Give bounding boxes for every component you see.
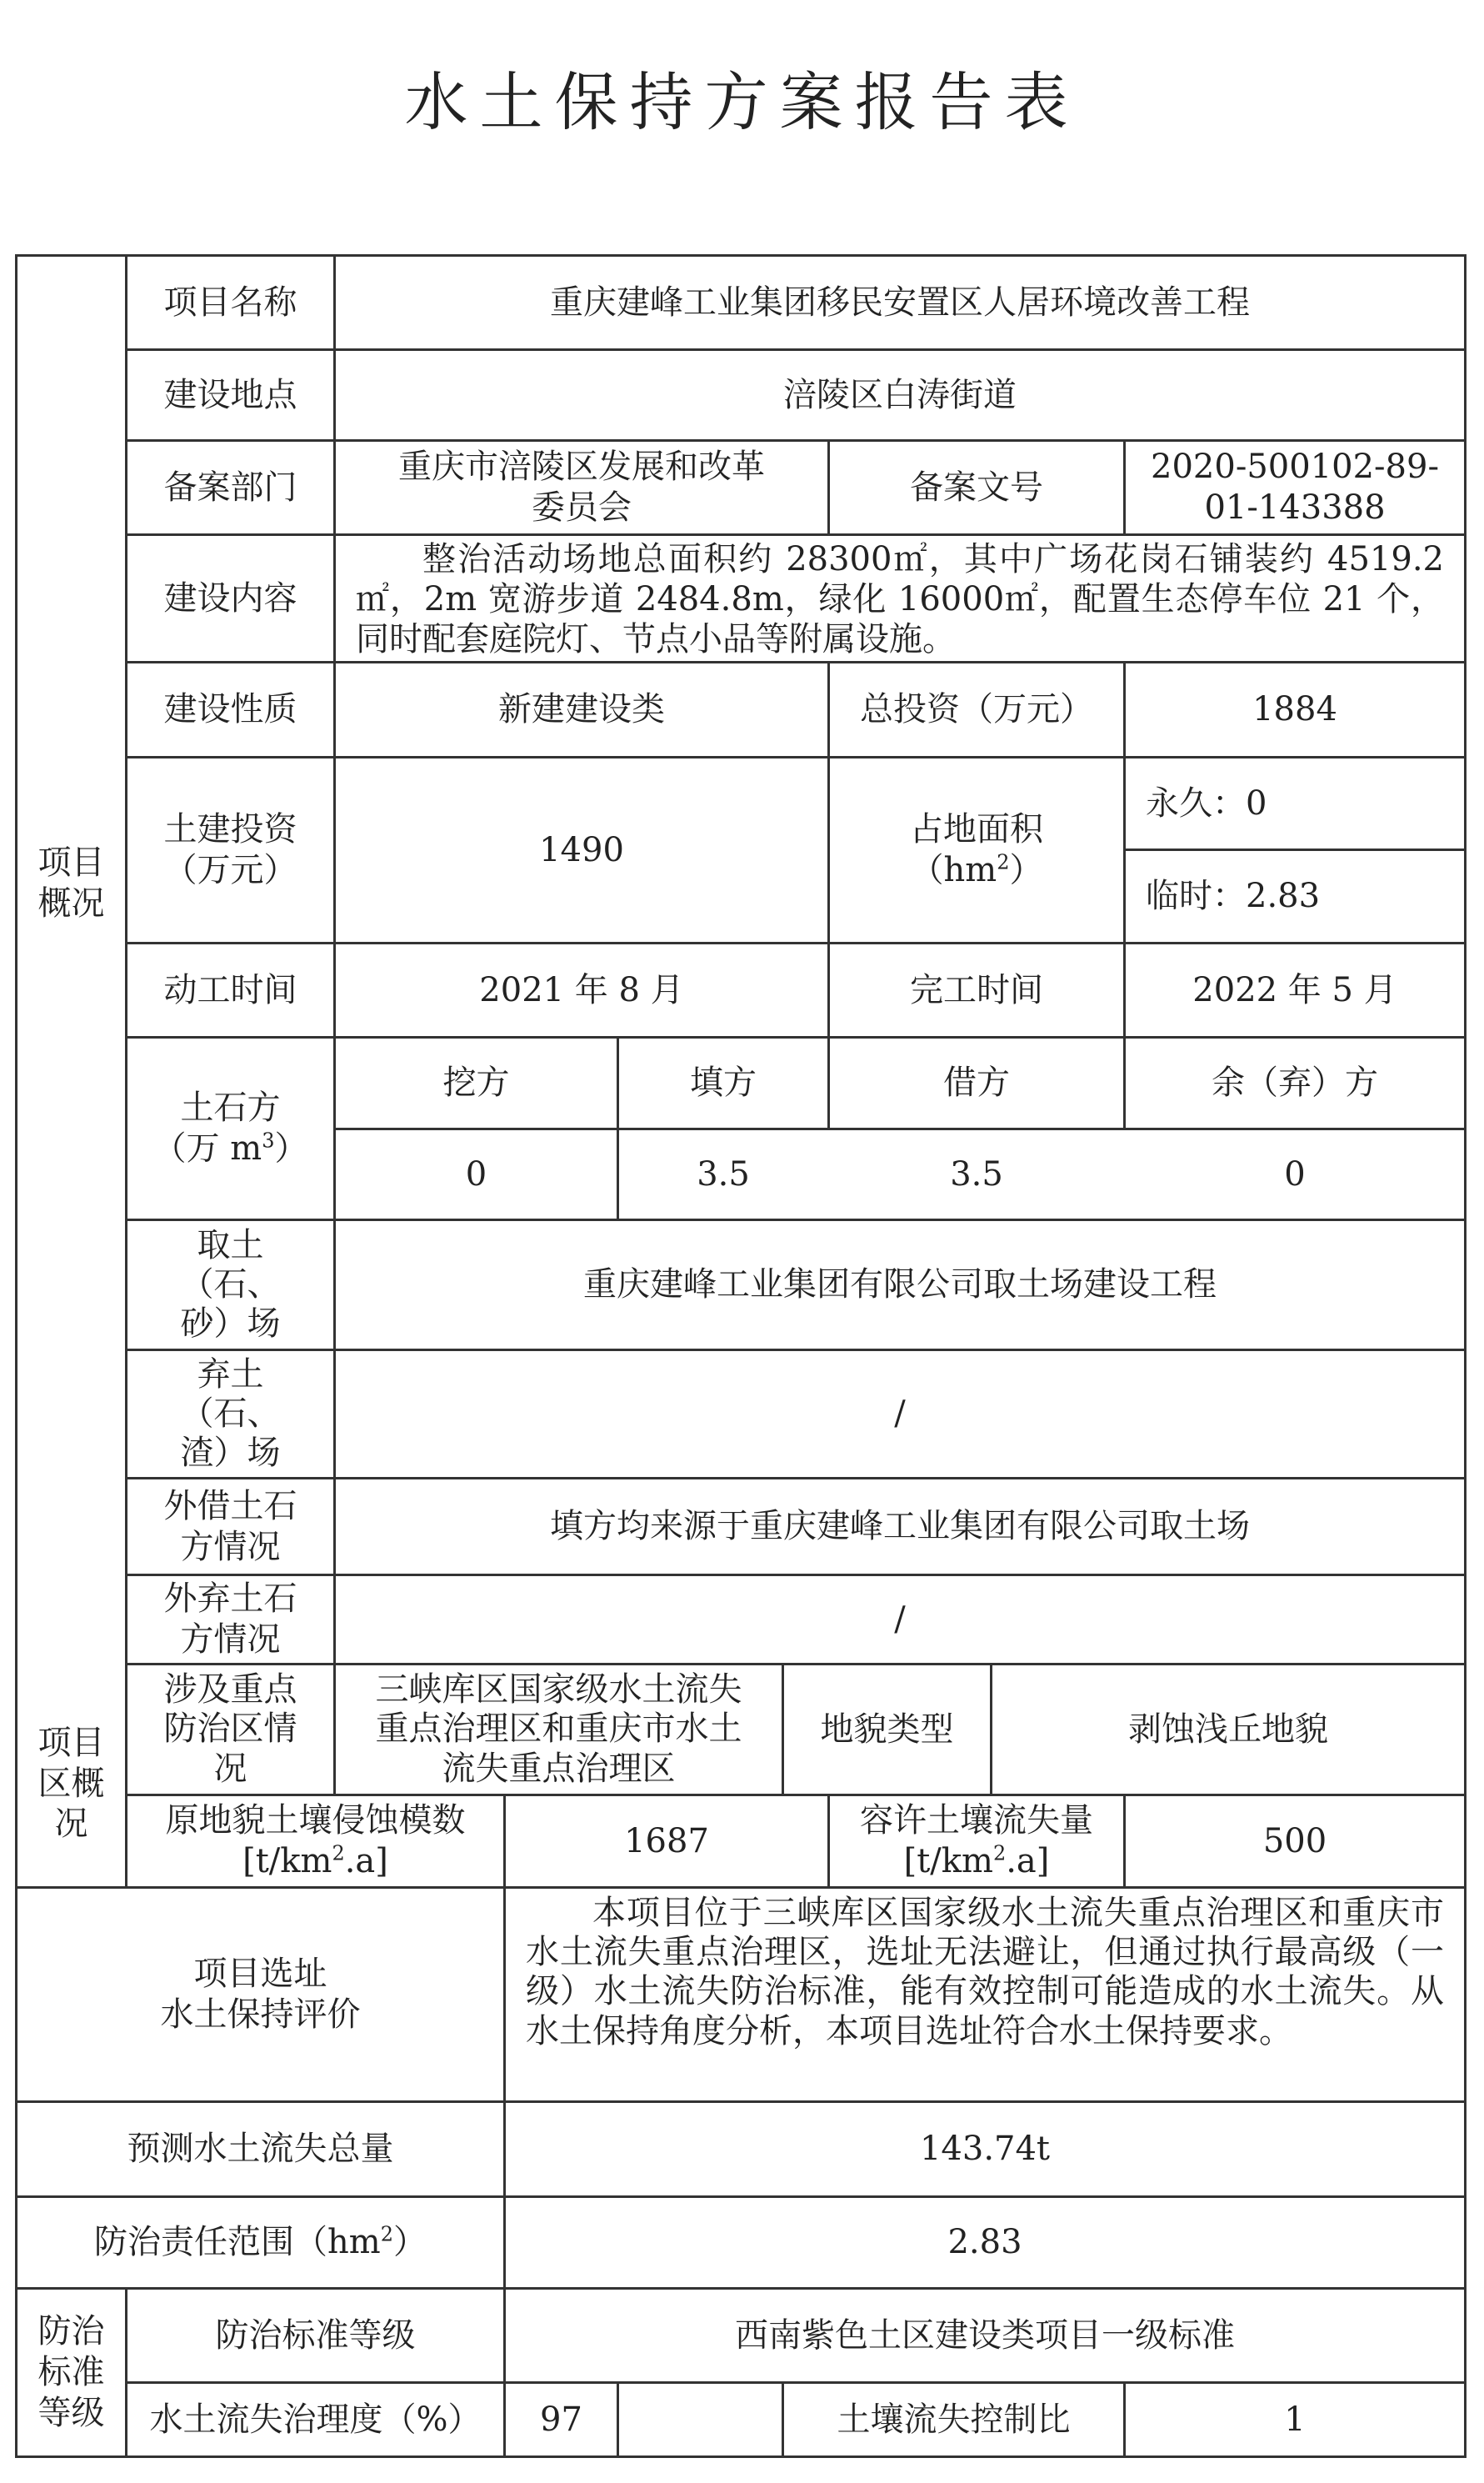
earthwork-value-spoil: 0 <box>1284 1154 1306 1194</box>
earthwork-header-fill: 填方 <box>690 1064 757 1103</box>
earthwork-value-borrow: 3.5 <box>950 1154 1003 1194</box>
earthwork-value-fill: 3.5 <box>697 1154 750 1194</box>
section-label-standard: 防治 标准 等级 <box>37 2312 105 2432</box>
spoil-site-value: / <box>894 1394 906 1434</box>
earthwork-header-borrow: 借方 <box>943 1064 1010 1103</box>
control-degree-label: 水土流失治理度（%） <box>149 2400 482 2439</box>
earthwork-header-cut: 挖方 <box>442 1064 510 1103</box>
table-border-bottom <box>15 2455 1467 2458</box>
evaluation-label: 项目选址 水土保持评价 <box>160 1955 361 2034</box>
erosion-label: 原地貌土壤侵蚀模数 $[t/km^2.a]$ <box>165 1801 466 1880</box>
nature-label: 建设性质 <box>163 690 297 729</box>
civil-invest-label: 土建投资 （万元） <box>163 810 297 889</box>
total-invest-label: 总投资（万元） <box>860 690 1093 729</box>
spoil-site-label: 弃土 （石、 渣）场 <box>180 1354 281 1473</box>
total-invest-value: 1884 <box>1252 690 1337 729</box>
earthwork-label: 土石方 （万 $m^3$） <box>152 1089 308 1168</box>
tolerance-label: 容许土壤流失量 $[t/km^2.a]$ <box>860 1801 1093 1880</box>
prediction-label: 预测水土流失总量 <box>127 2130 394 2169</box>
col-line <box>617 2381 619 2458</box>
prediction-value: 143.74t <box>919 2130 1051 2169</box>
external-borrow-label: 外借土石 方情况 <box>163 1486 297 1566</box>
record-no-label: 备案文号 <box>910 468 1043 507</box>
project-name-value: 重庆建峰工业集团移民安置区人居环境改善工程 <box>550 283 1250 322</box>
start-value: 2021 年 8 月 <box>479 970 684 1009</box>
landform-label: 地貌类型 <box>820 1710 954 1749</box>
external-spoil-value: / <box>894 1599 906 1639</box>
borrow-site-label: 取土 （石、 砂）场 <box>180 1225 281 1344</box>
erosion-value: 1687 <box>624 1821 709 1860</box>
nature-value: 新建建设类 <box>498 690 665 729</box>
end-value: 2022 年 5 月 <box>1192 970 1397 1009</box>
responsibility-value: 2.83 <box>947 2223 1022 2262</box>
temporary-area-value: 临时：2.83 <box>1146 877 1321 916</box>
location-label: 建设地点 <box>163 375 297 414</box>
earthwork-header-spoil: 余（弃）方 <box>1212 1064 1378 1103</box>
ratio-label: 土壤流失控制比 <box>837 2400 1071 2439</box>
civil-invest-value: 1490 <box>539 830 624 869</box>
content-label: 建设内容 <box>163 578 297 618</box>
record-dept-value: 重庆市涪陵区发展和改革 委员会 <box>398 448 765 527</box>
key-zone-label: 涉及重点 防治区情 况 <box>163 1670 297 1788</box>
section-label-overview: 项目 概况 <box>37 844 105 923</box>
evaluation-value: 本项目位于三峡库区国家级水土流失重点治理区和重庆市水土流失重点治理区，选址无法避让，但通过执行最高级（一级）水土流失防治标准，能有效控制可能造成的水土流失。从水土保持角度分析，本项目选址符合水土保持要求。 <box>526 1894 1444 2050</box>
control-degree-value: 97 <box>540 2400 582 2439</box>
content-value: 整治活动场地总面积约 28300㎡，其中广场花岗石铺装约 4519.2㎡，2m 宽游步道 2484.8m，绿化 16000㎡，配置生态停车位 21 个，同时配套庭院灯、节点小品等附属设施。 <box>356 540 1444 658</box>
responsibility-label: 防治责任范围$(hm^2)$ <box>94 2222 427 2262</box>
borrow-site-value: 重庆建峰工业集团有限公司取土场建设工程 <box>583 1265 1217 1304</box>
grade-label: 防治标准等级 <box>215 2315 416 2355</box>
section-label-area: 项目 区概 况 <box>37 1723 105 1844</box>
external-borrow-value: 填方均来源于重庆建峰工业集团有限公司取土场 <box>550 1507 1250 1546</box>
record-dept-label: 备案部门 <box>163 468 297 507</box>
end-label: 完工时间 <box>910 970 1043 1009</box>
project-name-label: 项目名称 <box>163 283 297 322</box>
grade-value: 西南紫色土区建设类项目一级标准 <box>735 2315 1235 2355</box>
earthwork-value-cut: 0 <box>465 1154 487 1194</box>
key-zone-value: 三峡库区国家级水土流失 重点治理区和重庆市水土 流失重点治理区 <box>375 1670 742 1788</box>
tolerance-value: 500 <box>1262 1821 1327 1860</box>
start-label: 动工时间 <box>163 970 297 1009</box>
table-border-right <box>1464 254 1467 2458</box>
external-spoil-label: 外弃土石 方情况 <box>163 1579 297 1659</box>
page-title: 水土保持方案报告表 <box>404 65 1080 139</box>
ratio-value: 1 <box>1284 2400 1306 2439</box>
record-no-value: 2020-500102-89- 01-143388 <box>1151 448 1439 527</box>
land-area-label: 占地面积 $(hm^2)$ <box>910 810 1043 889</box>
permanent-area-value: 永久：0 <box>1146 783 1267 823</box>
location-value: 涪陵区白涛街道 <box>783 375 1017 414</box>
landform-value: 剥蚀浅丘地貌 <box>1128 1710 1328 1749</box>
